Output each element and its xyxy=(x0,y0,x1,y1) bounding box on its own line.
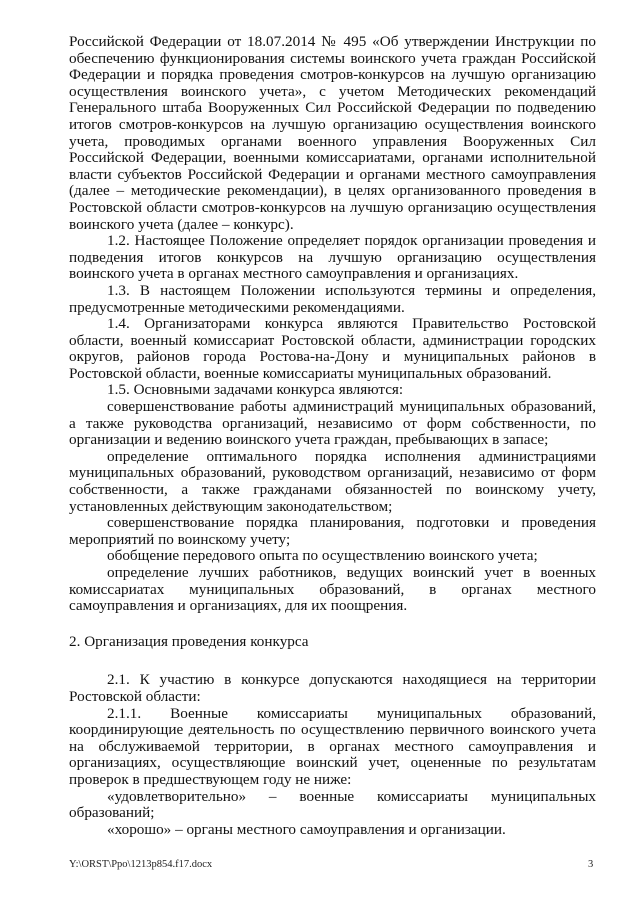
paragraph-1-2: 1.2. Настоящее Положение определяет порядок организации проведения и подведения итогов конкурсов на лучшую организацию осуществления воинского учета в органах местного самоуправления и организациях. xyxy=(69,232,596,283)
task-item: совершенствование работы администраций муниципальных образований, а также руководства организаций, независимо от форм собственности, по организации и ведению воинского учета граждан, пребывающих в запасе; xyxy=(69,398,596,449)
document-body xyxy=(69,34,596,838)
rating-item: «хорошо» – органы местного самоуправления и организации. xyxy=(107,820,506,838)
task-item: совершенствование порядка планирования, подготовки и проведения мероприятий по воинскому учету; xyxy=(69,514,596,548)
paragraph-1-4: 1.4. Организаторами конкурса являются Правительство Ростовской области, военный комиссариат Ростовской области, администрации городских округов, районов города Ростова-на-Дону и муниципальных районов в Ростовской области, военные комиссариаты муниципальных образований. xyxy=(69,315,596,382)
rating-item: «удовлетворительно» – военные комиссариаты муниципальных образований; xyxy=(69,787,596,822)
footer-file-path: Y:\ORST\Ppo\1213p854.f17.docx xyxy=(69,859,213,870)
section-heading: 2. Организация проведения конкурса xyxy=(69,632,309,650)
paragraph-intro-continuation: Российской Федерации от 18.07.2014 № 495 «Об утверждении Инструкции по обеспечению функционирования системы воинского учета граждан Российской Федерации и порядка проведения смотров-конкурсов на лучшую организацию осуществления воинского учета», с учетом Методических рекомендаций Генерального штаба Вооруженных Сил Российской Федерации по подведению итогов смотров-конкурсов на лучшую организацию осуществления воинского учета, проводимых органами военного управления Вооруженных Сил Российской Федерации, военными комиссариатами, органами исполнительной власти субъектов Российской Федерации и органами местного самоуправления (далее – методические рекомендации), в целях организованного проведения в Ростовской области смотров-конкурсов на лучшую организацию осуществления воинского учета (далее – конкурс). xyxy=(69,33,596,233)
page-number: 3 xyxy=(588,859,594,870)
task-item: обобщение передового опыта по осуществлению воинского учета; xyxy=(107,547,538,565)
task-item: определение лучших работников, ведущих воинский учет в военных комиссариатах муниципальных образований, в органах местного самоуправления и организациях, для их поощрения. xyxy=(69,564,596,615)
paragraph-1-5: 1.5. Основными задачами конкурса являются: xyxy=(107,381,404,399)
task-item: определение оптимального порядка исполнения администрациями муниципальных образований, руководством организаций, независимо от форм собственности, а также гражданами обязанностей по воинскому учету, установленных действующим законодательством; xyxy=(69,447,596,515)
paragraph-2-1: 2.1. К участию в конкурсе допускаются находящиеся на территории Ростовской области: xyxy=(69,671,596,705)
paragraph-2-1-1: 2.1.1. Военные комиссариаты муниципальных образований, координирующие деятельность по осуществлению первичного воинского учета на обслуживаемой территории, в органах местного самоуправления и организациях, осуществляющие воинский учет, оцененные по результатам проверок в предшествующем году не ниже: xyxy=(69,704,596,788)
paragraph-1-3: 1.3. В настоящем Положении используются термины и определения, предусмотренные методическими рекомендациями. xyxy=(69,281,596,316)
